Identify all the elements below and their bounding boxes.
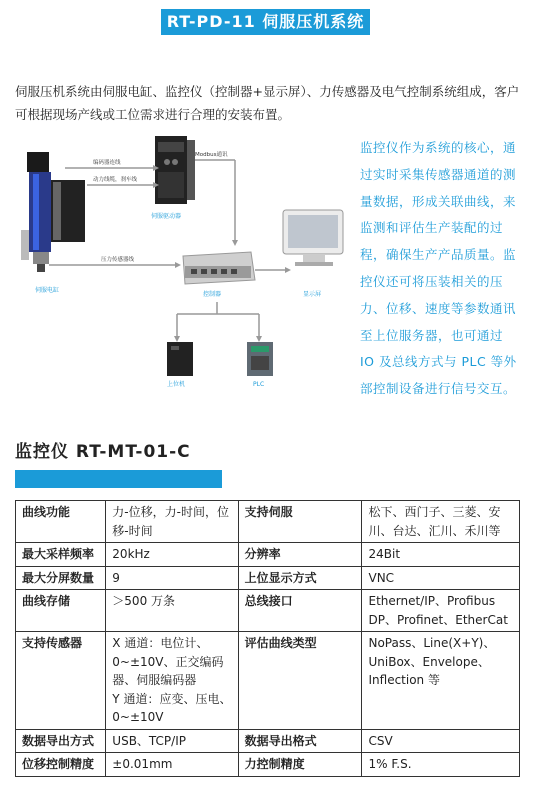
system-diagram: [15, 130, 345, 395]
spec-key: 上位显示方式: [238, 566, 362, 590]
spec-key: 最大分屏数量: [16, 566, 106, 590]
controller-label: 控制器: [203, 291, 222, 298]
spec-key: 曲线存储: [16, 590, 106, 632]
host-pc-label: 上位机: [167, 381, 186, 388]
spec-key: 总线接口: [238, 590, 362, 632]
spec-value: NoPass、Line(X+Y)、UniBox、Envelope、Inflection 等: [362, 632, 520, 730]
servo-driver-label: 伺服驱动器: [151, 213, 182, 220]
spec-key: 位移控制精度: [16, 753, 106, 777]
specs-table: [15, 500, 520, 777]
spec-key: 最大采样频率: [16, 543, 106, 567]
intro-paragraph: 伺服压机系统由伺服电缸、监控仪（控制器+显示屏）、力传感器及电气控制系统组成，客户可根据现场产线或工位需求进行合理的安装布置。: [15, 84, 520, 122]
section-title: 监控仪 RT-MT-01-C: [15, 442, 191, 462]
plc-image: [247, 342, 273, 376]
table-row: [16, 543, 520, 567]
spec-value: 松下、西门子、三菱、安川、台达、汇川、禾川等: [362, 501, 520, 543]
table-row: [16, 632, 520, 730]
spec-value: 9: [106, 566, 238, 590]
display-label: 显示屏: [303, 291, 322, 298]
table-row: [16, 501, 520, 543]
spec-key: 数据导出格式: [238, 729, 362, 753]
servo-cylinder-image: [21, 152, 85, 272]
controller-image: [183, 252, 255, 284]
power-brake-label: 动力线缆，刹车线: [93, 177, 138, 183]
table-row: [16, 590, 520, 632]
pressure-sensor-line-label: 压力传感器线: [101, 257, 135, 263]
spec-value: ±0.01mm: [106, 753, 238, 777]
plc-label: PLC: [253, 381, 265, 388]
spec-value: 24Bit: [362, 543, 520, 567]
spec-value: CSV: [362, 729, 520, 753]
spec-key: 数据导出方式: [16, 729, 106, 753]
spec-key: 支持传感器: [16, 632, 106, 730]
table-row: [16, 729, 520, 753]
spec-value: USB、TCP/IP: [106, 729, 238, 753]
spec-key: 评估曲线类型: [238, 632, 362, 730]
spec-key: 支持伺服: [238, 501, 362, 543]
monitor-description: 监控仪作为系统的核心，通过实时采集传感器通道的测量数据，形成关联曲线，来监测和评估生产装配的过程，确保生产产品质量。监控仪还可将压装相关的压力、位移、速度等参数通讯至上位服务器，也可通过 IO 及总线方式与 PLC 等外部控制设备进行信号交互。: [360, 140, 517, 397]
spec-value: Ethernet/IP、Profibus DP、Profinet、EtherCat: [362, 590, 520, 632]
modbus-label: Modbus通讯: [195, 152, 228, 158]
spec-value: 20kHz: [106, 543, 238, 567]
host-pc-image: [167, 342, 193, 376]
table-row: [16, 566, 520, 590]
spec-value: X 通道：电位计、0~±10V、正交编码器、伺服编码器 Y 通道：应变、压电、0~±10V: [106, 632, 238, 730]
spec-value: VNC: [362, 566, 520, 590]
servo-driver-image: [155, 136, 195, 204]
spec-key: 力控制精度: [238, 753, 362, 777]
page-title: RT-PD-11 伺服压机系统: [161, 9, 370, 35]
spec-key: 曲线功能: [16, 501, 106, 543]
servo-cylinder-label: 伺服电缸: [35, 287, 60, 294]
section-accent-bar: [15, 470, 222, 488]
spec-key: 分辨率: [238, 543, 362, 567]
encoder-line-label: 编码器连线: [93, 160, 121, 166]
spec-value: ＞500 万条: [106, 590, 238, 632]
display-image: [283, 210, 343, 266]
table-row: [16, 753, 520, 777]
spec-value: 1% F.S.: [362, 753, 520, 777]
spec-value: 力-位移，力-时间，位移-时间: [106, 501, 238, 543]
